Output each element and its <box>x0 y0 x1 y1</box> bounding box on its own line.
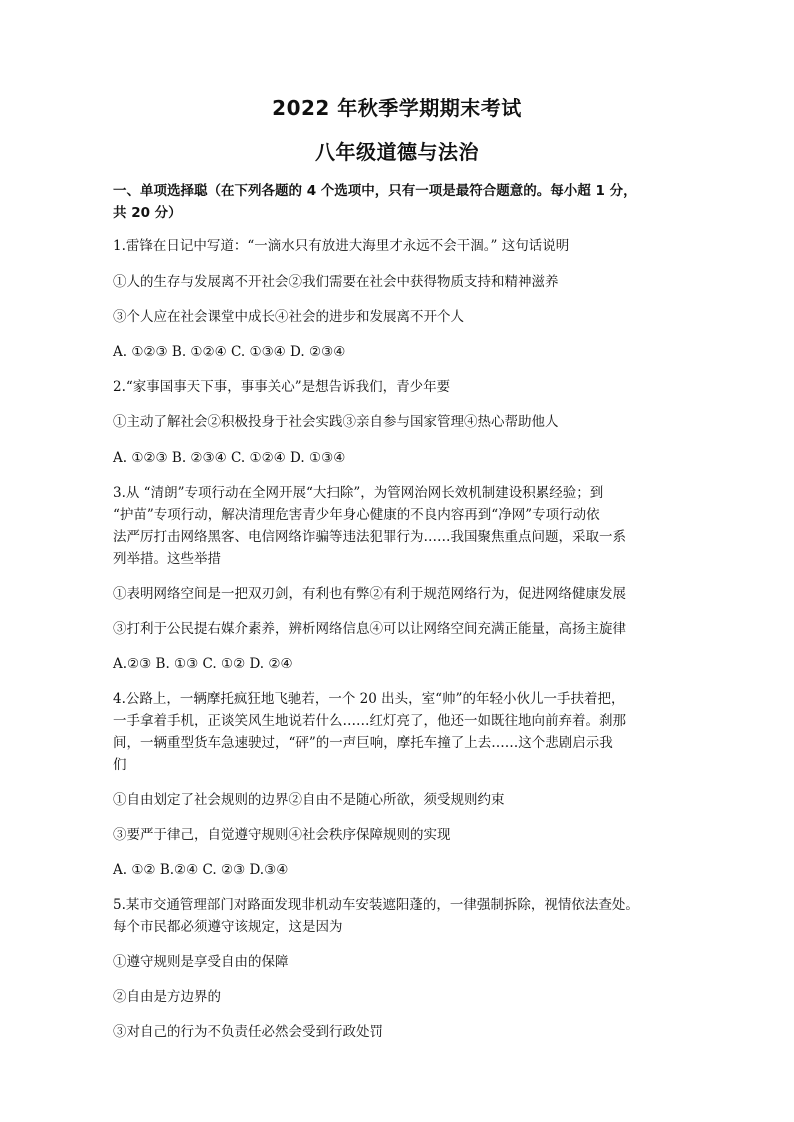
question-3-options: A.②③ B. ①③ C. ①② D. ②④ <box>113 656 293 672</box>
question-5-stem: 每个市民都必须遵守该规定，这是因为 <box>113 919 343 935</box>
question-5-statement: ①遵守规则是享受自由的保障 <box>113 954 289 970</box>
question-3-statement: ③打利于公民提右媒介素养，辨析网络信息④可以让网络空间充满正能量，高扬主旋律 <box>113 621 626 637</box>
question-3-stem: 3.从 “清朗”专项行动在全网开展“大扫除”，为管网治网长效机制建设积累经验；到 <box>113 485 604 501</box>
question-1-statement: ①人的生存与发展离不开社会②我们需要在社会中获得物质支持和精神滋养 <box>113 274 559 290</box>
question-1-options: A. ①②③ B. ①②④ C. ①③④ D. ②③④ <box>113 344 346 360</box>
question-3-stem: 列举措。这些举措 <box>113 551 221 567</box>
question-3-statement: ①表明网络空间是一把双刃剑，有利也有弊②有利于规范网络行为，促进网络健康发展 <box>113 586 626 602</box>
question-1-stem: 1.雷锋在日记中写道：“一滴水只有放进大海里才永远不会干涸。” 这句话说明 <box>113 238 570 254</box>
question-3-stem: “护苗”专项行动，解决清理危害青少年身心健康的不良内容再到“净网”专项行动依 <box>113 507 600 523</box>
section-heading-cont: 共 20 分） <box>113 205 182 221</box>
question-2-stem: 2.“家事国事天下事，事事关心”是想告诉我们，青少年要 <box>113 379 451 395</box>
question-5-statement: ②自由是方边界的 <box>113 989 221 1005</box>
exam-title: 2022 年秋季学期期末考试 <box>272 96 522 120</box>
question-5-stem: 5.某市交通管理部门对路面发现非机动车安装遮阳蓬的，一律强制拆除，视情依法查处。 <box>113 897 639 913</box>
section-heading: 一、单项选择聪（在下列各题的 4 个选项中，只有一项是最符合题意的。每小超 1 分， <box>113 183 637 199</box>
question-2-options: A. ①②③ B. ②③④ C. ①②④ D. ①③④ <box>113 450 346 466</box>
exam-subject: 八年级道德与法治 <box>315 140 479 164</box>
question-4-stem: 间，一辆重型货车急速驶过，“砰”的一声巨响，摩托车撞了上去……这个悲剧启示我 <box>113 735 613 751</box>
question-5-statement: ③对自己的行为不负责任必然会受到行政处罚 <box>113 1024 383 1040</box>
question-4-stem: 4.公路上，一辆摩托疯狂地飞驰若，一个 20 出头，室“帅”的年轻小伙儿一手扶着把， <box>113 691 625 707</box>
question-3-stem: 法严厉打击网络黑客、电信网络诈骗等违法犯罪行为……我国聚焦重点问题，采取一系 <box>113 529 626 545</box>
question-4-options: A. ①② B.②④ C. ②③ D.③④ <box>113 862 289 878</box>
question-4-statement: ①自由划定了社会规则的边界②自由不是随心所欲，须受规则约束 <box>113 792 505 808</box>
question-4-statement: ③要严于律己，自觉遵守规则④社会秩序保障规则的实现 <box>113 827 451 843</box>
question-4-stem: 一手拿着手机，正谈笑风生地说若什么……红灯亮了，他还一如既往地向前弃着。刹那 <box>113 713 626 729</box>
question-4-stem: 们 <box>113 757 127 773</box>
question-2-statement: ①主动了解社会②积极投身于社会实践③亲自参与国家管理④热心帮助他人 <box>113 414 559 430</box>
question-1-statement: ③个人应在社会课堂中成长④社会的进步和发展离不开个人 <box>113 309 464 325</box>
